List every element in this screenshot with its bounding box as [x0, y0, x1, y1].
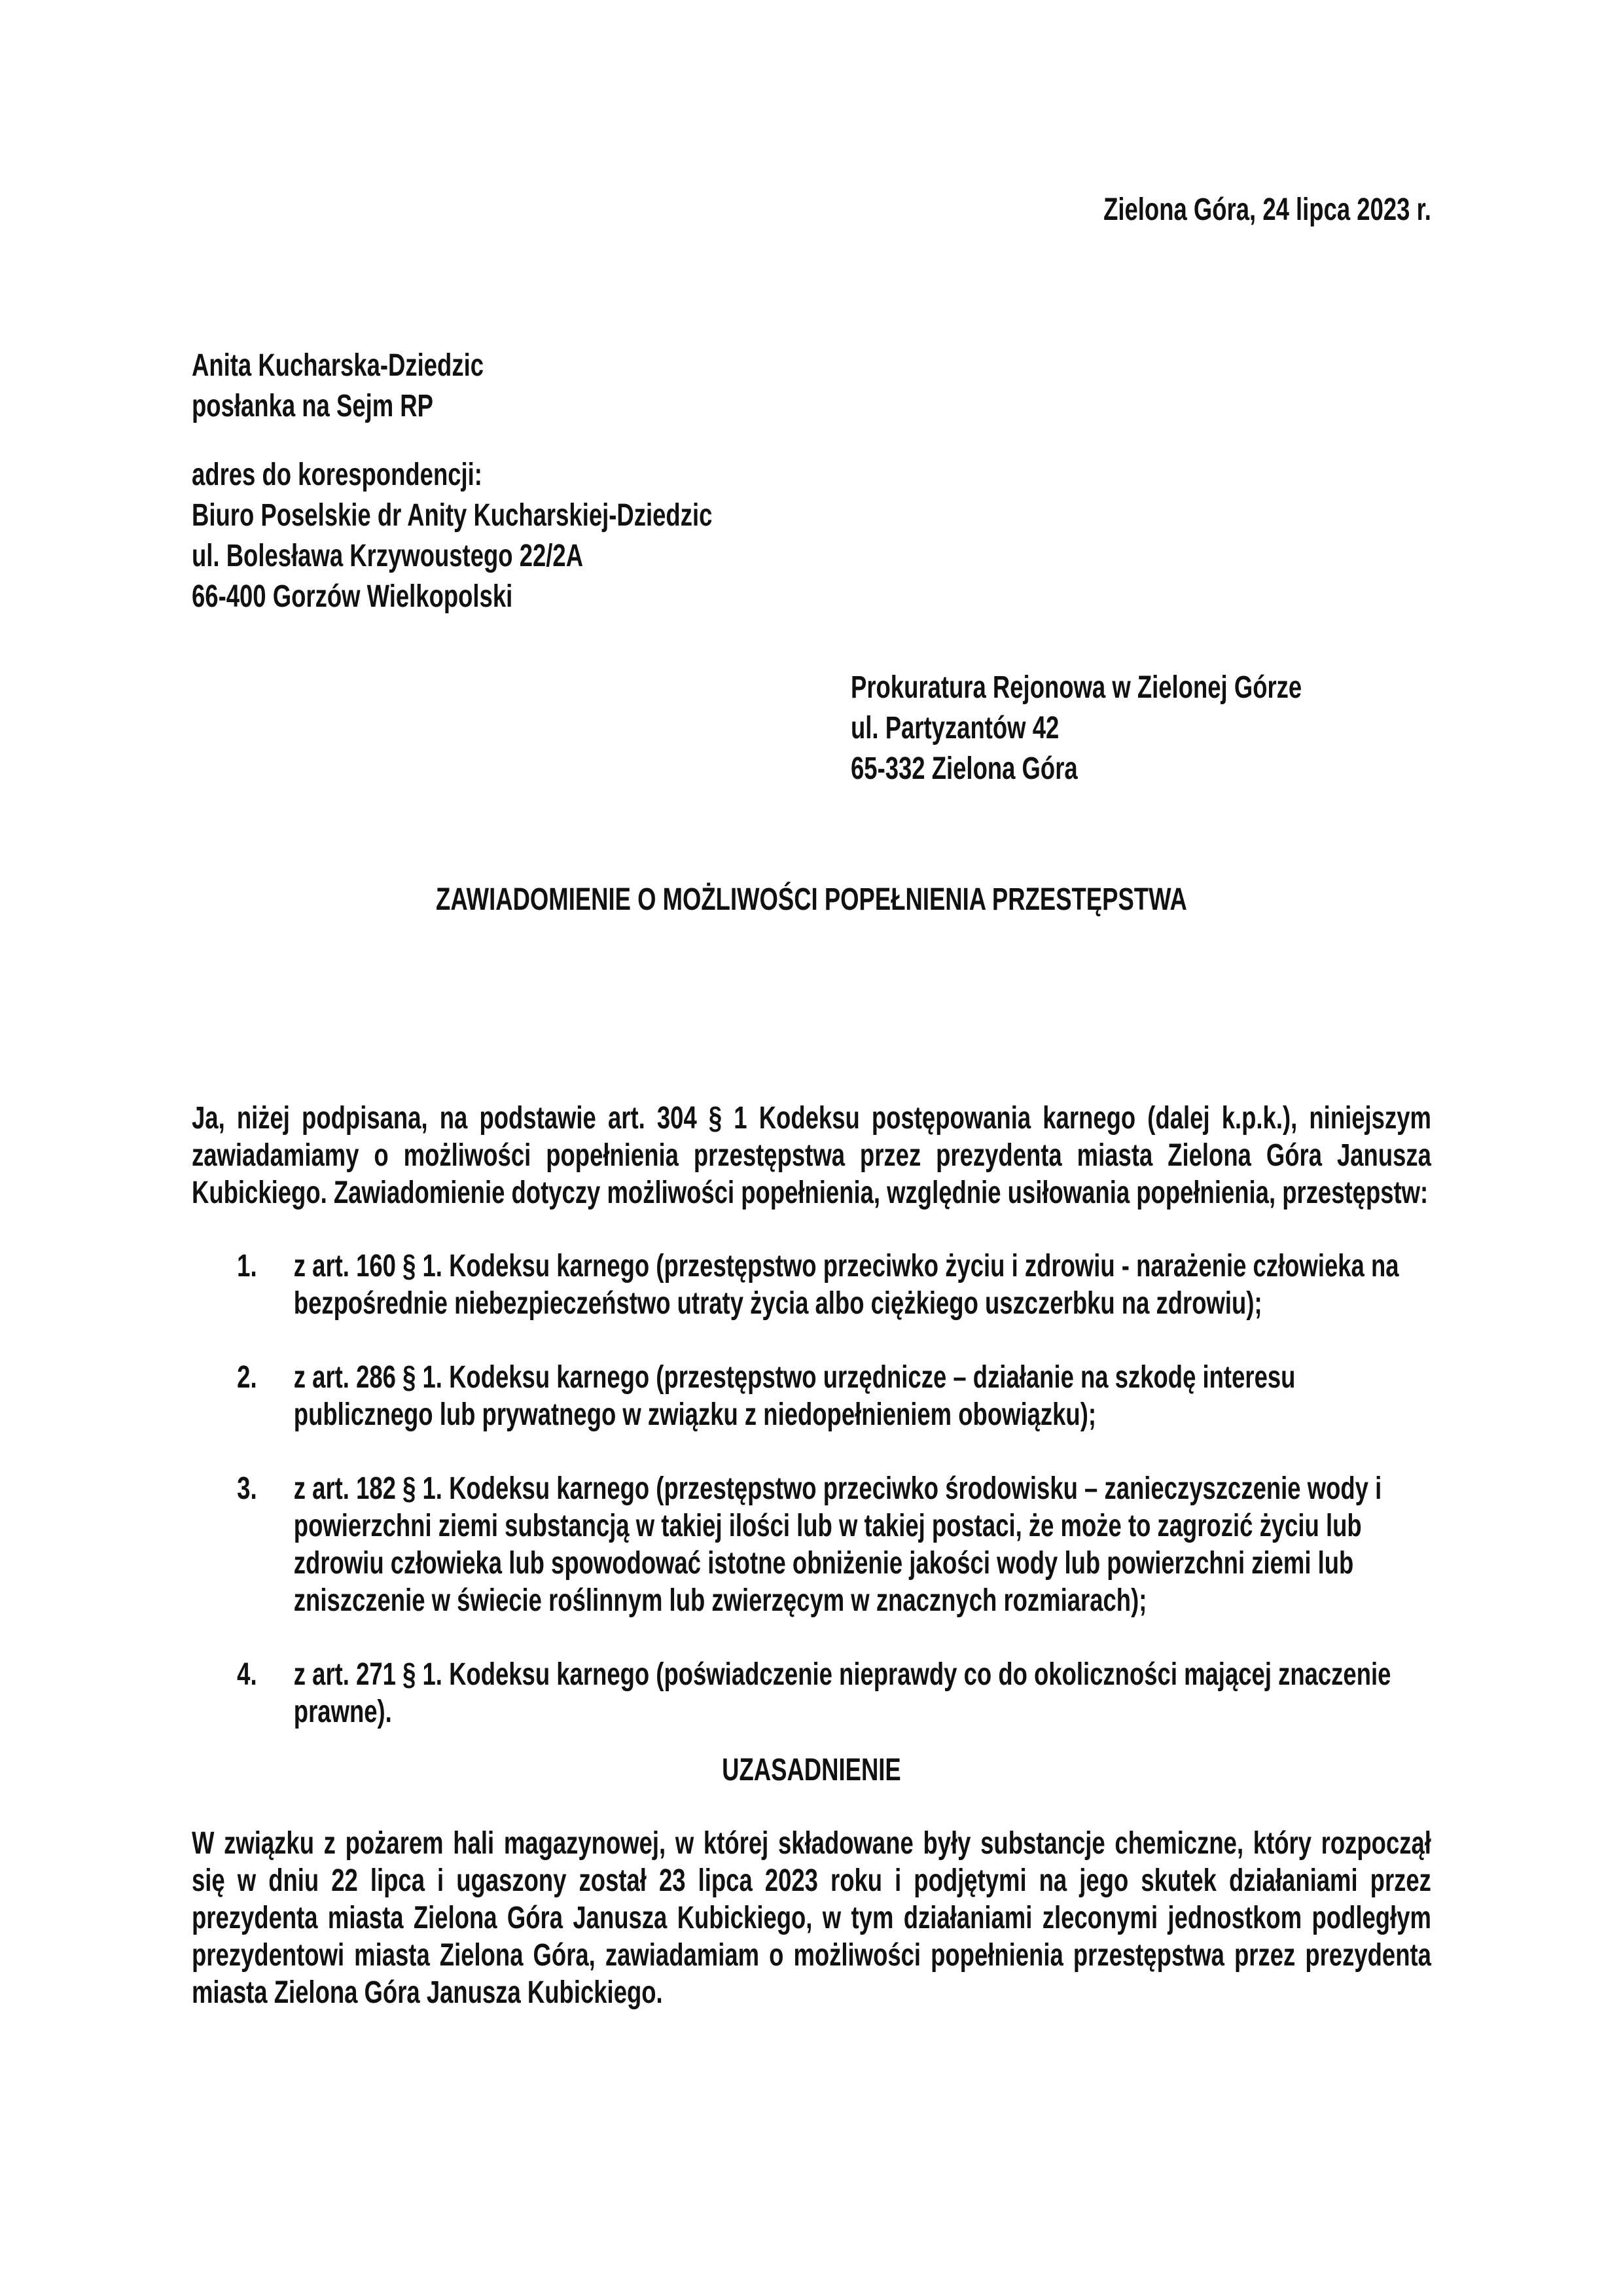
sender-role: posłanka na Sejm RP — [192, 389, 433, 423]
body-paragraph: W związku z pożarem hali magazynowej, w której składowane były substancje chemiczne, który rozpoczął się w dniu 22 lipca i ugaszony został 23 lipca 2023 roku i podjętymi na jego skutek działaniami przez prezydenta miasta Zielona Góra Janusza Kubickiego, w tym działaniami zleconymi jednostkom podległym prezydentowi miasta Zielona Góra, zawiadamiam o możliwości popełnienia przestępstwa przez prezydenta miasta Zielona Góra Janusza Kubickiego. — [192, 1826, 1431, 2010]
offense-list — [192, 1247, 1431, 1731]
sender-address-label: adres do korespondencji: — [192, 457, 482, 492]
offense-text: z art. 286 § 1. Kodeksu karnego (przestępstwo urzędnicze – działanie na szkodę interesu publicznego lub prywatnego w związku z niedopełnieniem obowiązku); — [293, 1360, 1296, 1432]
sender-address-line: Biuro Poselskie dr Anity Kucharskiej-Dziedzic — [192, 498, 713, 533]
document-title: ZAWIADOMIENIE O MOŻLIWOŚCI POPEŁNIENIA PRZESTĘPSTWA — [436, 882, 1187, 917]
offense-item — [192, 1247, 1431, 1322]
offense-item — [192, 1359, 1431, 1433]
date-line: Zielona Góra, 24 lipca 2023 r. — [1103, 192, 1431, 227]
offense-number: 1. — [237, 1249, 257, 1283]
intro-paragraph: Ja, niżej podpisana, na podstawie art. 304 § 1 Kodeksu postępowania karnego (dalej k.p.k.), niniejszym zawiadamiamy o możliwości popełnienia przestępstwa przez prezydenta miasta Zielona Góra Janusza Kubickiego. Zawiadomienie dotyczy możliwości popełnienia, względnie usiłowania popełnienia, przestępstw: — [192, 1101, 1431, 1210]
recipient-line: Prokuratura Rejonowa w Zielonej Górze — [851, 670, 1302, 705]
sender-address — [192, 455, 1431, 617]
sender-name: Anita Kucharska-Dziedzic — [192, 348, 484, 383]
sender-address-line: 66-400 Gorzów Wielkopolski — [192, 579, 513, 614]
sender-address-line: ul. Bolesława Krzywoustego 22/2A — [192, 539, 584, 573]
offense-item — [192, 1656, 1431, 1731]
document-content — [192, 191, 1431, 2011]
recipient-line: 65-332 Zielona Góra — [851, 751, 1078, 786]
offense-text: z art. 182 § 1. Kodeksu karnego (przestępstwo przeciwko środowisku – zanieczyszczenie wody i powierzchni ziemi substancją w takiej ilości lub w takiej postaci, że może to zagrozić życiu lub zdrowiu człowieka lub spowodować istotne obniżenie jakości wody lub powierzchni ziemi lub zniszczenie w świecie roślinnym lub zwierzęcym w znacznych rozmiarach); — [293, 1471, 1382, 1618]
offense-number: 2. — [237, 1360, 257, 1395]
offense-number: 4. — [237, 1657, 257, 1692]
offense-item — [192, 1470, 1431, 1619]
recipient-block — [851, 668, 1431, 789]
offense-text: z art. 271 § 1. Kodeksu karnego (poświadczenie nieprawdy co do okoliczności mającej znaczenie prawne). — [293, 1657, 1391, 1729]
recipient-line: ul. Partyzantów 42 — [851, 711, 1060, 745]
offense-text: z art. 160 § 1. Kodeksu karnego (przestępstwo przeciwko życiu i zdrowiu - narażenie człowieka na bezpośrednie niebezpieczeństwo utraty życia albo ciężkiego uszczerbku na zdrowiu); — [293, 1249, 1399, 1321]
offense-number: 3. — [237, 1471, 257, 1506]
sender-block — [192, 346, 1431, 617]
section-heading: UZASADNIENIE — [722, 1753, 901, 1787]
